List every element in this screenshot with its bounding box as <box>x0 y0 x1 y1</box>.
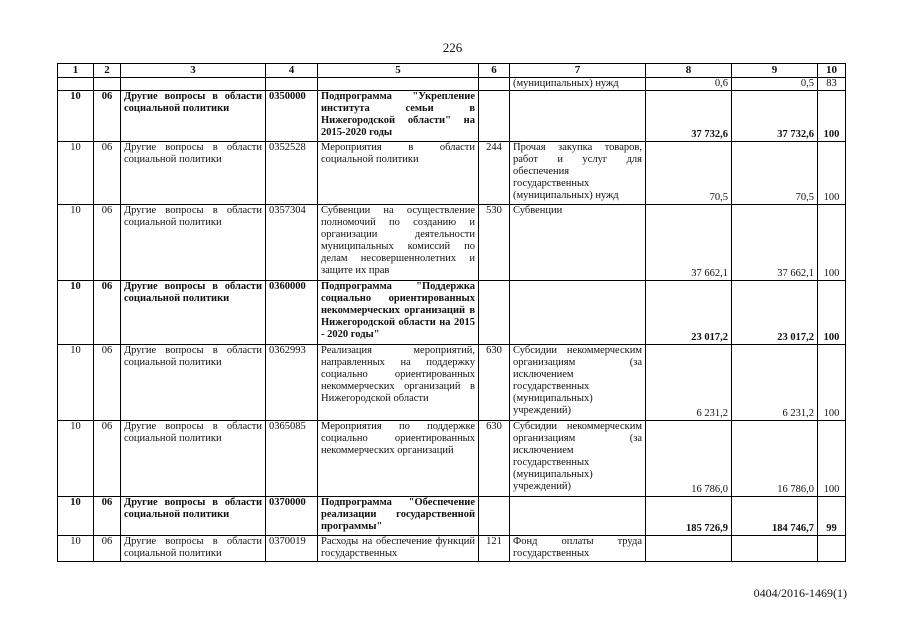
expense-type-cell: 630 <box>479 421 510 497</box>
section-cell: 10 <box>58 142 94 205</box>
section-name-cell: Другие вопросы в области социальной политики <box>121 205 266 281</box>
amount-cell: 184 746,7 <box>732 497 818 536</box>
percent-cell: 100 <box>818 91 846 142</box>
column-header-10: 10 <box>818 64 846 78</box>
expense-type-cell: 630 <box>479 345 510 421</box>
percent-cell: 83 <box>818 78 846 91</box>
section-name-cell: Другие вопросы в области социальной политики <box>121 91 266 142</box>
expense-type-cell <box>479 91 510 142</box>
percent-cell <box>818 536 846 562</box>
subsection-cell: 06 <box>94 281 121 345</box>
subsection-cell: 06 <box>94 421 121 497</box>
amount-cell: 6 231,2 <box>646 345 732 421</box>
table-row <box>58 91 846 142</box>
section-name-cell: Другие вопросы в области социальной политики <box>121 281 266 345</box>
target-article-cell: 0370000 <box>266 497 318 536</box>
target-article-cell: 0350000 <box>266 91 318 142</box>
amount-cell <box>646 536 732 562</box>
expense-type-name-cell <box>510 281 646 345</box>
expense-type-cell <box>479 497 510 536</box>
amount-cell <box>732 536 818 562</box>
table-row <box>58 78 846 91</box>
subsection-cell: 06 <box>94 345 121 421</box>
subsection-cell: 06 <box>94 142 121 205</box>
page-number: 226 <box>442 40 463 55</box>
header-row <box>58 64 846 78</box>
percent-cell: 100 <box>818 281 846 345</box>
amount-cell: 16 786,0 <box>732 421 818 497</box>
amount-cell: 23 017,2 <box>732 281 818 345</box>
section-name-cell <box>121 78 266 91</box>
target-article-cell: 0352528 <box>266 142 318 205</box>
table-row <box>58 497 846 536</box>
column-header-6: 6 <box>479 64 510 78</box>
expense-type-cell <box>479 78 510 91</box>
column-header-8: 8 <box>646 64 732 78</box>
column-header-2: 2 <box>94 64 121 78</box>
column-header-9: 9 <box>732 64 818 78</box>
amount-cell: 185 726,9 <box>646 497 732 536</box>
subsection-cell: 06 <box>94 536 121 562</box>
article-name-cell: Реализация мероприятий, направленных на поддержку социально ориентированных некоммерческих организаций в Нижегородской области <box>318 345 479 421</box>
section-cell: 10 <box>58 281 94 345</box>
amount-cell: 70,5 <box>732 142 818 205</box>
table-row <box>58 345 846 421</box>
percent-cell: 100 <box>818 421 846 497</box>
section-name-cell: Другие вопросы в области социальной политики <box>121 345 266 421</box>
section-name-cell: Другие вопросы в области социальной политики <box>121 142 266 205</box>
expense-type-name-cell: Фонд оплаты труда государственных <box>510 536 646 562</box>
article-name-cell: Мероприятия в области социальной политики <box>318 142 479 205</box>
amount-cell: 0,6 <box>646 78 732 91</box>
section-name-cell: Другие вопросы в области социальной политики <box>121 536 266 562</box>
section-name-cell: Другие вопросы в области социальной политики <box>121 497 266 536</box>
expense-type-cell <box>479 281 510 345</box>
percent-cell: 100 <box>818 345 846 421</box>
target-article-cell: 0357304 <box>266 205 318 281</box>
target-article-cell: 0370019 <box>266 536 318 562</box>
section-cell: 10 <box>58 91 94 142</box>
section-cell: 10 <box>58 205 94 281</box>
percent-cell: 100 <box>818 205 846 281</box>
section-cell: 10 <box>58 345 94 421</box>
budget-table <box>57 63 846 562</box>
article-name-cell: Субвенции на осуществление полномочий по созданию и организации деятельности муниципальных комиссий по делам несовершеннолетних и защите их прав <box>318 205 479 281</box>
percent-cell: 100 <box>818 142 846 205</box>
column-header-3: 3 <box>121 64 266 78</box>
target-article-cell: 0360000 <box>266 281 318 345</box>
expense-type-name-cell: Субсидии некоммерческим организациям (за исключением государственных (муниципальных) учреждений) <box>510 421 646 497</box>
expense-type-name-cell: Субвенции <box>510 205 646 281</box>
subsection-cell: 06 <box>94 91 121 142</box>
amount-cell: 37 662,1 <box>646 205 732 281</box>
expense-type-name-cell: (муниципальных) нужд <box>510 78 646 91</box>
table-row <box>58 536 846 562</box>
amount-cell: 37 732,6 <box>646 91 732 142</box>
article-name-cell: Подпрограмма "Поддержка социально ориентированных некоммерческих организаций в Нижегородской области на 2015 - 2020 годы" <box>318 281 479 345</box>
column-header-1: 1 <box>58 64 94 78</box>
amount-cell: 16 786,0 <box>646 421 732 497</box>
subsection-cell <box>94 78 121 91</box>
amount-cell: 37 662,1 <box>732 205 818 281</box>
expense-type-name-cell: Прочая закупка товаров, работ и услуг для обеспечения государственных (муниципальных) нужд <box>510 142 646 205</box>
amount-cell: 23 017,2 <box>646 281 732 345</box>
table-row <box>58 142 846 205</box>
section-cell <box>58 78 94 91</box>
amount-cell: 6 231,2 <box>732 345 818 421</box>
column-header-4: 4 <box>266 64 318 78</box>
amount-cell: 70,5 <box>646 142 732 205</box>
table-row <box>58 205 846 281</box>
expense-type-name-cell <box>510 497 646 536</box>
section-name-cell: Другие вопросы в области социальной политики <box>121 421 266 497</box>
target-article-cell <box>266 78 318 91</box>
table-row <box>58 281 846 345</box>
percent-cell: 99 <box>818 497 846 536</box>
section-cell: 10 <box>58 421 94 497</box>
amount-cell: 0,5 <box>732 78 818 91</box>
subsection-cell: 06 <box>94 205 121 281</box>
subsection-cell: 06 <box>94 497 121 536</box>
article-name-cell: Подпрограмма "Укрепление института семьи в Нижегородской области" на 2015-2020 годы <box>318 91 479 142</box>
table-row <box>58 421 846 497</box>
section-cell: 10 <box>58 497 94 536</box>
column-header-5: 5 <box>318 64 479 78</box>
article-name-cell: Расходы на обеспечение функций государственных <box>318 536 479 562</box>
article-name-cell <box>318 78 479 91</box>
article-name-cell: Подпрограмма "Обеспечение реализации государственной программы" <box>318 497 479 536</box>
target-article-cell: 0365085 <box>266 421 318 497</box>
expense-type-cell: 244 <box>479 142 510 205</box>
section-cell: 10 <box>58 536 94 562</box>
target-article-cell: 0362993 <box>266 345 318 421</box>
amount-cell: 37 732,6 <box>732 91 818 142</box>
article-name-cell: Мероприятия по поддержке социально ориентированных некоммерческих организаций <box>318 421 479 497</box>
expense-type-cell: 121 <box>479 536 510 562</box>
expense-type-name-cell <box>510 91 646 142</box>
expense-type-cell: 530 <box>479 205 510 281</box>
document-code: 0404/2016-1469(1) <box>753 586 847 600</box>
expense-type-name-cell: Субсидии некоммерческим организациям (за исключением государственных (муниципальных) учреждений) <box>510 345 646 421</box>
column-header-7: 7 <box>510 64 646 78</box>
